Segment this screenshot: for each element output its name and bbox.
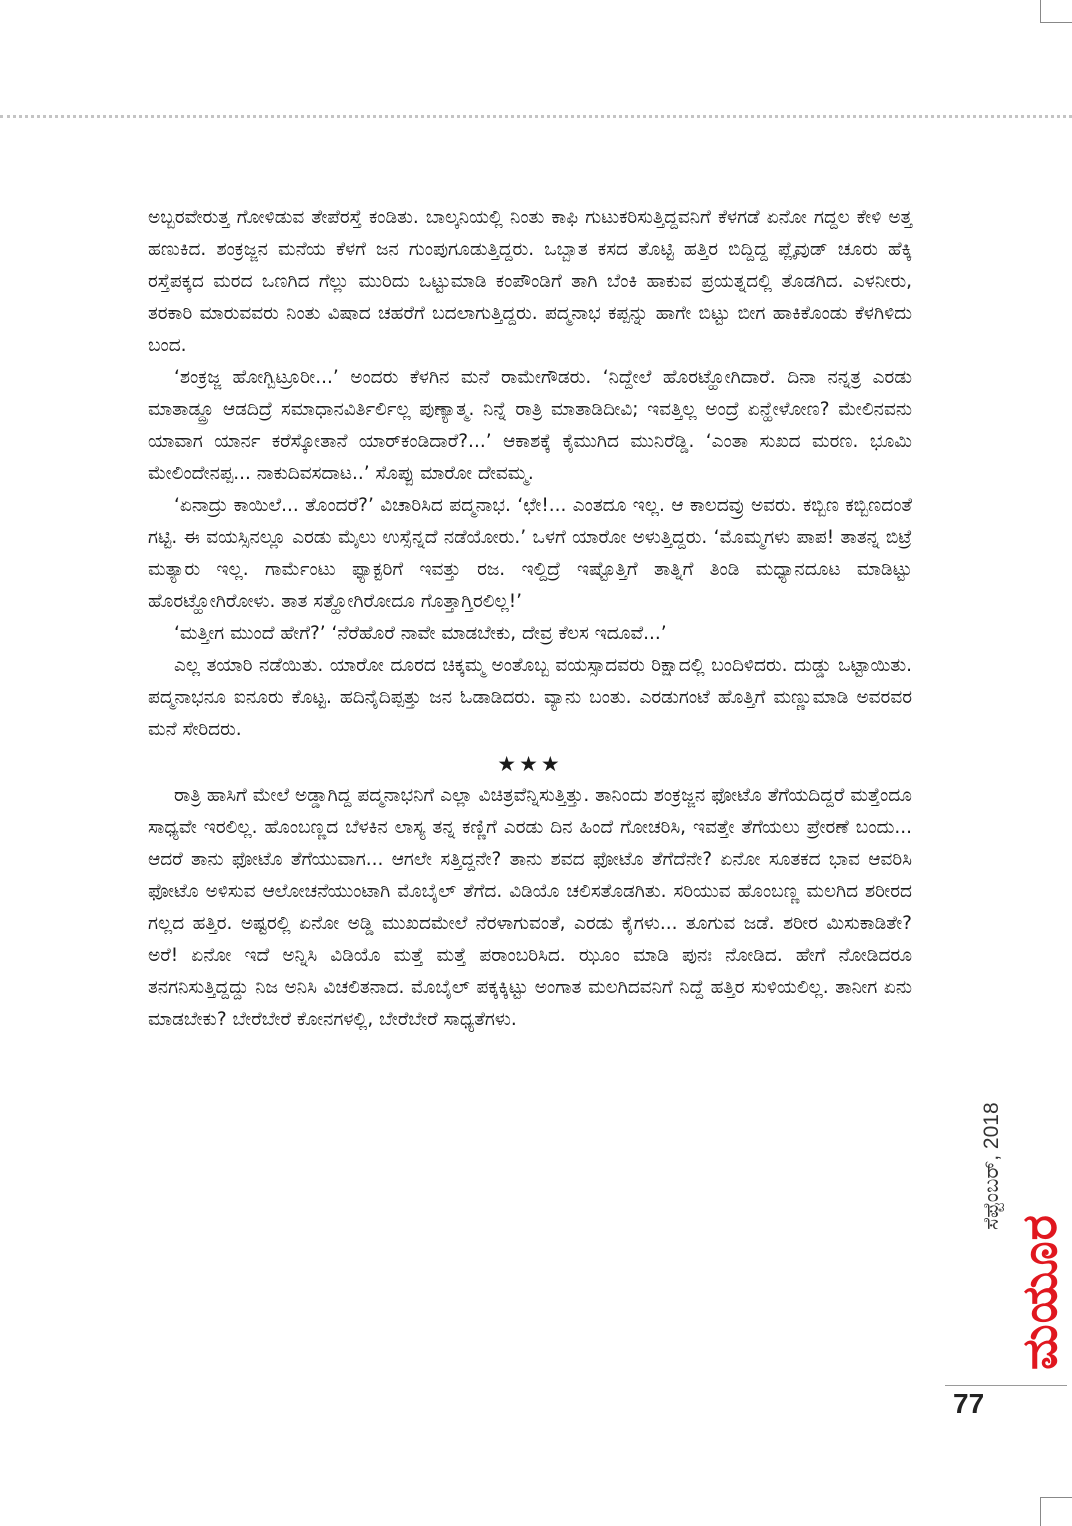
page-number: 77	[953, 1388, 985, 1419]
paragraph-3: ‘ಏನಾದ್ರು ಕಾಯಿಲೆ... ತೊಂದರೆ?’ ವಿಚಾರಿಸಿದ ಪದ್ಮನಾಭ. ‘ಛೇ!... ಎಂತದೂ ಇಲ್ಲ. ಆ ಕಾಲದವ್ರು ಅವರು. ಕಬ್ಬಿಣ ಕಬ್ಬಿಣದಂತೆ ಗಟ್ಟಿ. ಈ ವಯಸ್ಸಿನಲ್ಲೂ ಎರಡು ಮೈಲು ಉಸ್ಸೆನ್ನದೆ ನಡೆಯೋರು.’ ಒಳಗೆ ಯಾರೋ ಅಳುತ್ತಿದ್ದರು. ‘ಮೊಮ್ಮಗಳು ಪಾಪ! ತಾತನ್ನ ಬಿಟ್ರೆ ಮತ್ಯಾರು ಇಲ್ಲ. ಗಾರ್ಮೆಂಟು ಫ್ಯಾಕ್ಟರಿಗೆ ಇವತ್ತು ರಜ. ಇಲ್ದಿದ್ರೆ ಇಷ್ಟೊತ್ತಿಗೆ ತಾತ್ನಿಗೆ ತಿಂಡಿ ಮಧ್ಯಾನದೂಟ ಮಾಡಿಟ್ಟು ಹೊರಟ್ಹೋಗಿರೋಳು. ತಾತ ಸತ್ಹೋಗಿರೋದೂ ಗೊತ್ತಾಗ್ತಿರಲಿಲ್ಲ!’	[148, 495, 912, 612]
section-separator: ★★★	[497, 752, 563, 776]
paragraph-5: ಎಲ್ಲ ತಯಾರಿ ನಡೆಯಿತು. ಯಾರೋ ದೂರದ ಚಿಕ್ಕಮ್ಮ ಅಂತೊಬ್ಬ ವಯಸ್ಸಾದವರು ರಿಕ್ಷಾದಲ್ಲಿ ಬಂದಿಳಿದರು. ದುಡ್ಡು ಒಟ್ಟಾಯಿತು. ಪದ್ಮನಾಭನೂ ಐನೂರು ಕೊಟ್ಟ. ಹದಿನೈದಿಪ್ಪತ್ತು ಜನ ಓಡಾಡಿದರು. ವ್ಯಾನು ಬಂತು. ಎರಡುಗಂಟೆ ಹೊತ್ತಿಗೆ ಮಣ್ಣುಮಾಡಿ ಅವರವರ ಮನೆ ಸೇರಿದರು.	[148, 655, 912, 740]
magazine-side-rail	[940, 1080, 1068, 1380]
paragraph-1: ಅಬ್ಬರವೇರುತ್ತ ಗೋಳಿಡುವ ತೇಪೆರಸ್ತೆ ಕಂಡಿತು. ಬಾಲ್ಕನಿಯಲ್ಲಿ ನಿಂತು ಕಾಫಿ ಗುಟುಕರಿಸುತ್ತಿದ್ದವನಿಗೆ ಕೆಳಗಡೆ ಏನೋ ಗದ್ದಲ ಕೇಳಿ ಅತ್ತ ಹಣುಕಿದ. ಶಂಕ್ರಜ್ಜನ ಮನೆಯ ಕೆಳಗೆ ಜನ ಗುಂಪುಗೂಡುತ್ತಿದ್ದರು. ಒಬ್ಬಾತ ಕಸದ ತೊಟ್ಟಿ ಹತ್ತಿರ ಬಿದ್ದಿದ್ದ ಪ್ಲೈವುಡ್ ಚೂರು ಹೆಕ್ಕಿ ರಸ್ತೆಪಕ್ಕದ ಮರದ ಒಣಗಿದ ಗೆಲ್ಲು ಮುರಿದು ಒಟ್ಟುಮಾಡಿ ಕಂಪೌಂಡಿಗೆ ತಾಗಿ ಬೆಂಕಿ ಹಾಕುವ ಪ್ರಯತ್ನದಲ್ಲಿ ತೊಡಗಿದ. ಎಳನೀರು, ತರಕಾರಿ ಮಾರುವವರು ನಿಂತು ವಿಷಾದ ಚಹರೆಗೆ ಬದಲಾಗುತ್ತಿದ್ದರು. ಪದ್ಮನಾಭ ಕಪ್ಪನ್ನು ಹಾಗೇ ಬಿಟ್ಟು ಬೀಗ ಹಾಕಿಕೊಂಡು ಕೆಳಗಿಳಿದು ಬಂದ.	[148, 207, 912, 356]
paragraph-2: ‘ಶಂಕ್ರಜ್ಜ ಹೋಗ್ಬಿಟ್ರೂರೀ...’ ಅಂದರು ಕೆಳಗಿನ ಮನೆ ರಾಮೇಗೌಡರು. ‘ನಿದ್ದೇಲೆ ಹೊರಟ್ಹೋಗಿದಾರೆ. ದಿನಾ ನನ್ನತ್ರ ಎರಡು ಮಾತಾಡ್ದ್ರೂ ಆಡದಿದ್ರೆ ಸಮಾಧಾನವಿರ್ತಿರ್ಲಿಲ್ಲ ಪುಣ್ಯಾತ್ಮ. ನಿನ್ನೆ ರಾತ್ರಿ ಮಾತಾಡಿದೀವಿ; ಇವತ್ತಿಲ್ಲ ಅಂದ್ರೆ ಏನ್ಹೇಳೋಣ? ಮೇಲಿನವನು ಯಾವಾಗ ಯಾರ್ನ ಕರೆಸ್ಕೋತಾನೆ ಯಾರ್‌ಕಂಡಿದಾರೆ?...’ ಆಕಾಶಕ್ಕೆ ಕೈಮುಗಿದ ಮುನಿರೆಡ್ಡಿ. ‘ಎಂತಾ ಸುಖದ ಮರಣ. ಭೂಮಿ ಮೇಲಿಂದೇನಪ್ಪ... ನಾಕುದಿವಸದಾಟ..’ ಸೊಪ್ಪು ಮಾರೋ ದೇವಮ್ಮ.	[148, 367, 912, 484]
issue-date: ಸೆಪ್ಟೆಂಬರ್, 2018	[980, 1102, 1003, 1230]
article-body	[148, 202, 912, 1036]
header-dotted-rule	[0, 115, 1072, 118]
crop-mark-top-right	[1040, 0, 1072, 23]
magazine-logo: ಮಯೂರ	[1012, 1213, 1068, 1370]
crop-mark-bottom-right	[1040, 1497, 1072, 1526]
page-number-rule	[945, 1385, 1067, 1386]
paragraph-6: ರಾತ್ರಿ ಹಾಸಿಗೆ ಮೇಲೆ ಅಡ್ಡಾಗಿದ್ದ ಪದ್ಮನಾಭನಿಗೆ ಎಲ್ಲಾ ವಿಚಿತ್ರವೆನ್ನಿಸುತ್ತಿತ್ತು. ತಾನಿಂದು ಶಂಕ್ರಜ್ಜನ ಫೋಟೊ ತೆಗೆಯದಿದ್ದರೆ ಮತ್ತೆಂದೂ ಸಾಧ್ಯವೇ ಇರಲಿಲ್ಲ. ಹೊಂಬಣ್ಣದ ಬೆಳಕಿನ ಲಾಸ್ಯ ತನ್ನ ಕಣ್ಣಿಗೆ ಎರಡು ದಿನ ಹಿಂದೆ ಗೋಚರಿಸಿ, ಇವತ್ತೇ ತೆಗೆಯಲು ಪ್ರೇರಣೆ ಬಂದು... ಆದರೆ ತಾನು ಫೋಟೊ ತೆಗೆಯುವಾಗ... ಆಗಲೇ ಸತ್ತಿದ್ದನೇ? ತಾನು ಶವದ ಫೋಟೊ ತೆಗೆದೆನೇ? ಏನೋ ಸೂತಕದ ಭಾವ ಆವರಿಸಿ ಫೋಟೊ ಅಳಿಸುವ ಆಲೋಚನೆಯುಂಟಾಗಿ ಮೊಬೈಲ್ ತೆಗೆದ. ವಿಡಿಯೊ ಚಲಿಸತೊಡಗಿತು. ಸರಿಯುವ ಹೊಂಬಣ್ಣ ಮಲಗಿದ ಶರೀರದ ಗಲ್ಲದ ಹತ್ತಿರ. ಅಷ್ಟರಲ್ಲಿ ಏನೋ ಅಡ್ಡಿ ಮುಖದಮೇಲೆ ನೆರಳಾಗುವಂತೆ, ಎರಡು ಕೈಗಳು... ತೂಗುವ ಜಡೆ. ಶರೀರ ಮಿಸುಕಾಡಿತೇ? ಅರೆ! ಏನೋ ಇದೆ ಅನ್ನಿಸಿ ವಿಡಿಯೊ ಮತ್ತೆ ಮತ್ತೆ ಪರಾಂಬರಿಸಿದ. ಝೂಂ ಮಾಡಿ ಪುನಃ ನೋಡಿದ. ಹೇಗೆ ನೋಡಿದರೂ ತನಗನಿಸುತ್ತಿದ್ದದ್ದು ನಿಜ ಅನಿಸಿ ವಿಚಲಿತನಾದ. ಮೊಬೈಲ್ ಪಕ್ಕಕ್ಕಿಟ್ಟು ಅಂಗಾತ ಮಲಗಿದವನಿಗೆ ನಿದ್ದೆ ಹತ್ತಿರ ಸುಳಿಯಲಿಲ್ಲ. ತಾನೀಗ ಏನು ಮಾಡಬೇಕು? ಬೇರೆಬೇರೆ ಕೋನಗಳಲ್ಲಿ, ಬೇರೆಬೇರೆ ಸಾಧ್ಯತೆಗಳು.	[148, 785, 912, 1030]
paragraph-4: ‘ಮತ್ತೀಗ ಮುಂದೆ ಹೇಗೆ?’ ‘ನೆರೆಹೊರೆ ನಾವೇ ಮಾಡಬೇಕು, ದೇವ್ರ ಕೆಲಸ ಇದೂವೆ...’	[174, 623, 667, 644]
